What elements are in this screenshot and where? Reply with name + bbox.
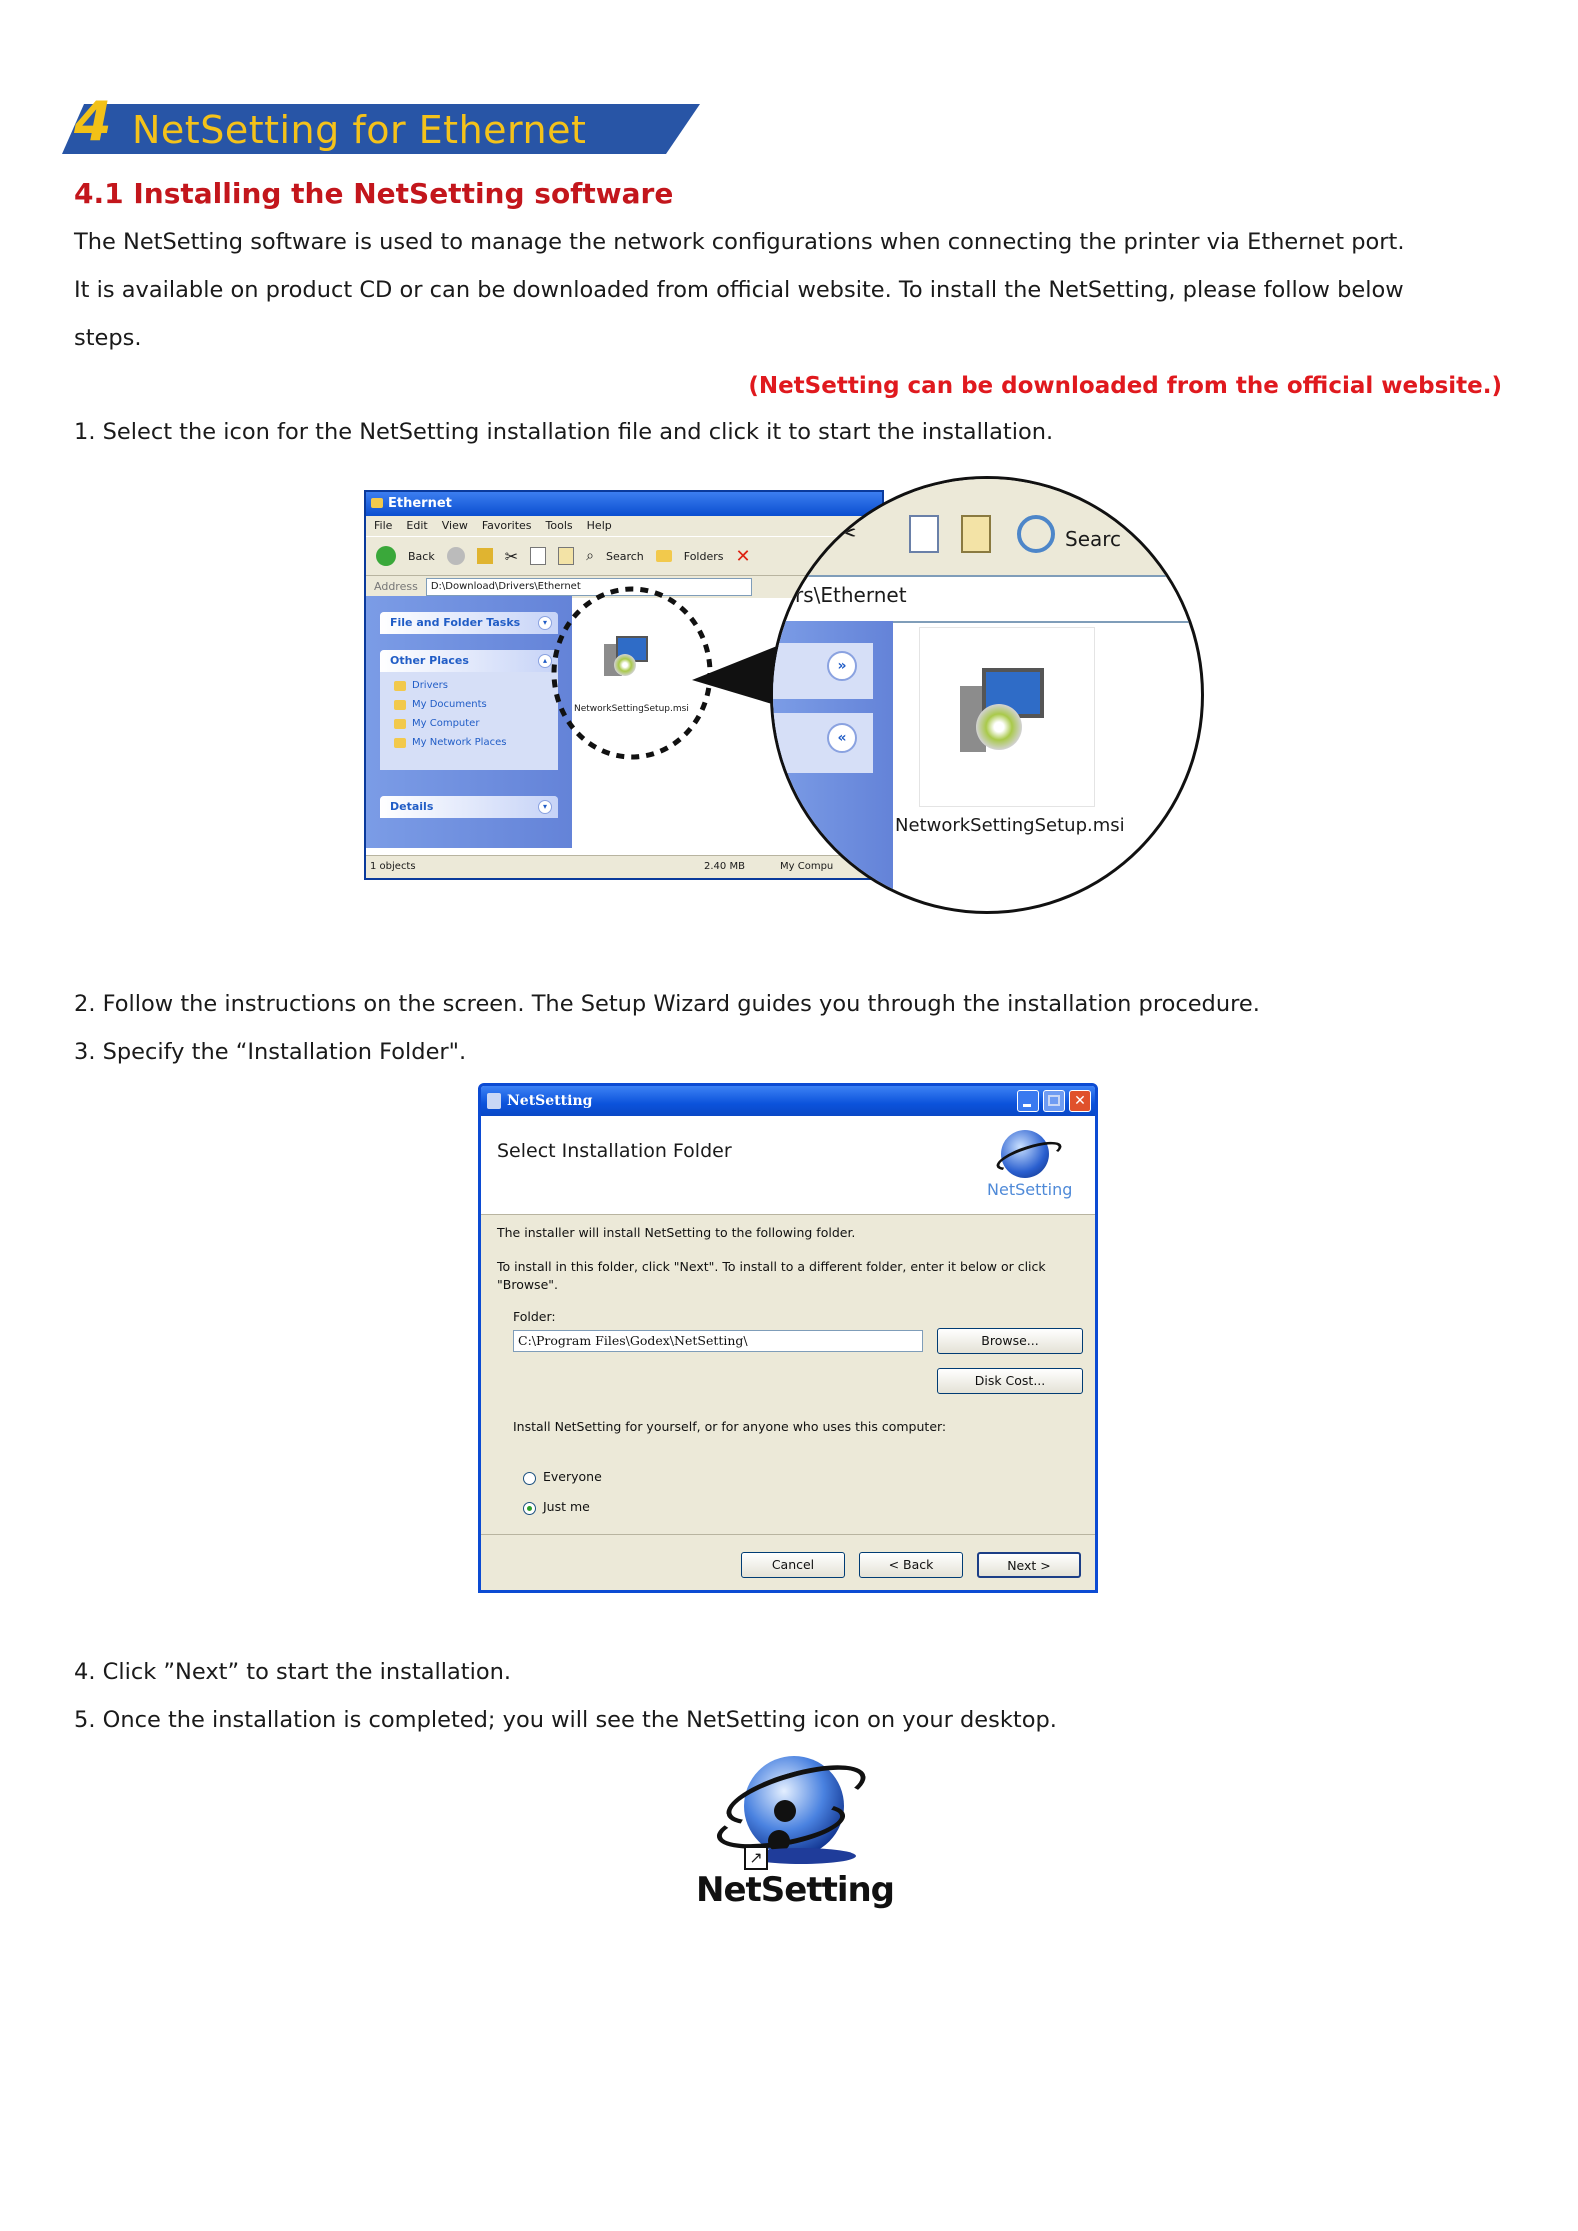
folder-input[interactable]: C:\Program Files\Godex\NetSetting\	[513, 1330, 923, 1352]
menu-tools[interactable]: Tools	[545, 519, 573, 532]
folder-icon	[371, 498, 383, 508]
wizard-line-2: To install in this folder, click "Next". To install to a different folder, enter it below or click "Browse".	[497, 1259, 1046, 1292]
file-folder-tasks-panel[interactable]	[380, 612, 558, 634]
zoom-search-icon	[1017, 515, 1055, 553]
desktop-icon-label: NetSetting	[696, 1870, 895, 1910]
chevron-down-icon[interactable]: ▾	[538, 616, 552, 630]
zoom-search-label: Searc	[1065, 527, 1122, 551]
tasks-panel-title: File and Folder Tasks	[390, 616, 521, 629]
zoom-address-text: rs\Ethernet	[795, 583, 907, 607]
menu-favorites[interactable]: Favorites	[481, 519, 532, 532]
netsetting-desktop-icon[interactable]	[696, 1752, 895, 1922]
wizard-logo-text: NetSetting	[987, 1180, 1073, 1199]
option-just-me-label[interactable]: Just me	[543, 1499, 590, 1514]
zoom-cut-icon: ✂	[835, 519, 857, 549]
minimize-button[interactable]	[1017, 1090, 1039, 1112]
explorer-task-pane	[366, 596, 572, 848]
intro-line-1: The NetSetting software is used to manage the network configurations when connecting the printer via Ethernet port.	[74, 229, 1405, 255]
place-my-computer[interactable]: My Computer	[380, 714, 558, 733]
step-3: 3. Specify the “Installation Folder".	[74, 1039, 467, 1065]
close-button[interactable]	[1069, 1090, 1091, 1112]
installer-file-name[interactable]: NetworkSettingSetup.msi	[574, 704, 689, 714]
details-panel-title: Details	[390, 800, 434, 813]
search-icon[interactable]: ⌕	[586, 548, 594, 564]
zoom-file-tile	[919, 627, 1095, 807]
zoom-paste-icon	[961, 515, 991, 553]
delete-icon[interactable]: ✕	[735, 545, 751, 567]
back-button[interactable]: Back	[408, 549, 435, 563]
copy-icon[interactable]	[530, 547, 546, 565]
details-panel[interactable]	[380, 796, 558, 818]
browse-button[interactable]: Browse...	[937, 1328, 1083, 1354]
explorer-title: Ethernet	[388, 496, 452, 511]
zoom-copy-icon	[909, 515, 939, 553]
menu-view[interactable]: View	[441, 519, 468, 532]
paste-icon[interactable]	[558, 547, 574, 565]
intro-line-3: steps.	[74, 325, 142, 351]
wizard-titlebar	[481, 1086, 1095, 1116]
shortcut-arrow-icon: ↗	[744, 1846, 768, 1870]
search-button[interactable]: Search	[605, 549, 644, 563]
highlight-circle	[548, 584, 716, 762]
chapter-title: NetSetting for Ethernet	[132, 108, 587, 152]
menu-file[interactable]: File	[374, 519, 393, 532]
status-objects: 1 objects	[370, 861, 416, 872]
back-button[interactable]: < Back	[859, 1552, 963, 1578]
scope-question: Install NetSetting for yourself, or for anyone who uses this computer:	[513, 1419, 947, 1434]
up-folder-icon[interactable]	[477, 548, 493, 564]
step-2: 2. Follow the instructions on the screen. The Setup Wizard guides you through the installation procedure.	[74, 991, 1260, 1017]
cancel-button[interactable]: Cancel	[741, 1552, 845, 1578]
step-5: 5. Once the installation is completed; you will see the NetSetting icon on your desktop.	[74, 1707, 1057, 1733]
menu-edit[interactable]: Edit	[406, 519, 428, 532]
address-input[interactable]: D:\Download\Drivers\Ethernet	[426, 578, 752, 596]
disk-cost-button[interactable]: Disk Cost...	[937, 1368, 1083, 1394]
section-title: 4.1 Installing the NetSetting software	[74, 177, 674, 210]
wizard-line-1: The installer will install NetSetting to the following folder.	[497, 1225, 856, 1240]
places-panel-title: Other Places	[390, 654, 469, 667]
folders-icon[interactable]	[656, 550, 672, 562]
magnifier	[770, 476, 1204, 914]
intro-line-2: It is available on product CD or can be downloaded from official website. To install the NetSetting, please follow below	[74, 277, 1404, 303]
folder-label: Folder:	[513, 1309, 556, 1324]
app-icon	[487, 1093, 501, 1109]
setup-wizard-window	[478, 1083, 1098, 1593]
chevron-up-icon[interactable]: ▴	[538, 654, 552, 668]
wizard-heading: Select Installation Folder	[497, 1140, 732, 1162]
chevron-down-icon[interactable]: ▾	[538, 800, 552, 814]
place-my-documents[interactable]: My Documents	[380, 695, 558, 714]
forward-arrow-icon[interactable]	[447, 547, 465, 565]
zoom-disc-icon	[976, 704, 1022, 750]
maximize-button[interactable]	[1043, 1090, 1065, 1112]
next-button[interactable]: Next >	[977, 1552, 1081, 1578]
place-drivers[interactable]: Drivers	[380, 676, 558, 695]
wizard-header	[481, 1116, 1095, 1215]
menu-help[interactable]: Help	[586, 519, 612, 532]
address-label: Address	[374, 580, 418, 593]
other-places-panel	[380, 650, 558, 770]
zoom-chevron-up-icon: «	[827, 723, 857, 753]
download-note: (NetSetting can be downloaded from the official website.)	[748, 373, 1502, 399]
option-everyone-label[interactable]: Everyone	[543, 1469, 602, 1484]
back-arrow-icon[interactable]	[376, 546, 396, 566]
step-1: 1. Select the icon for the NetSetting installation file and click it to start the installation.	[74, 419, 1054, 445]
folders-button[interactable]: Folders	[683, 549, 724, 563]
radio-just-me[interactable]	[523, 1502, 536, 1515]
status-size: 2.40 MB	[704, 861, 745, 872]
place-my-network-places[interactable]: My Network Places	[380, 733, 558, 752]
cut-icon[interactable]: ✂	[504, 546, 519, 566]
zoom-chevron-down-icon: »	[827, 651, 857, 681]
wizard-title: NetSetting	[507, 1093, 593, 1109]
close-icon: ✕	[1074, 1093, 1086, 1109]
radio-everyone[interactable]	[523, 1472, 536, 1485]
zoom-file-name: NetworkSettingSetup.msi	[895, 815, 1125, 836]
step-4: 4. Click ”Next” to start the installation.	[74, 1659, 512, 1685]
chapter-number: 4	[74, 90, 112, 153]
